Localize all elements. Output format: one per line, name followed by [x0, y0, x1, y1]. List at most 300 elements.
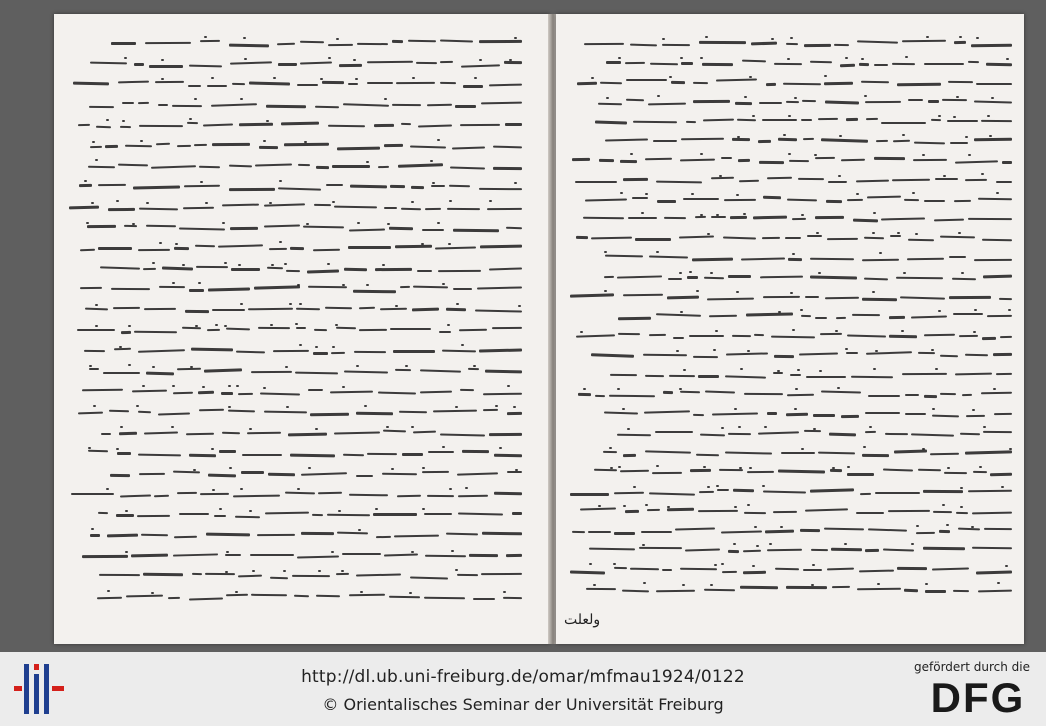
text-stroke [785, 237, 801, 239]
text-dot [249, 510, 252, 512]
text-stroke [928, 100, 939, 103]
text-stroke [206, 533, 250, 537]
text-stroke [339, 63, 362, 66]
text-dot [391, 468, 394, 470]
text-stroke [89, 105, 114, 107]
text-stroke [300, 61, 332, 64]
text-stroke [138, 101, 149, 103]
text-dot [935, 368, 938, 370]
text-stroke [939, 529, 950, 532]
text-stroke [742, 59, 766, 62]
text-dot [194, 98, 197, 100]
text-stroke [987, 315, 1012, 317]
text-stroke [656, 313, 701, 316]
text-stroke [924, 62, 964, 64]
text-stroke [778, 470, 825, 474]
text-stroke [725, 375, 766, 378]
text-stroke [337, 146, 380, 150]
text-stroke [182, 327, 201, 330]
text-dot [801, 214, 804, 216]
text-stroke [940, 393, 956, 395]
text-stroke [281, 122, 319, 126]
text-dot [662, 38, 665, 40]
text-stroke [955, 160, 998, 163]
text-stroke [328, 125, 365, 128]
text-dot [318, 570, 321, 572]
text-dot [845, 348, 848, 350]
text-dot [800, 309, 803, 311]
text-stroke [411, 185, 424, 188]
text-stroke [693, 356, 718, 358]
text-stroke [662, 568, 672, 570]
text-stroke [874, 157, 905, 160]
text-dot [106, 488, 109, 490]
text-stroke [827, 238, 858, 240]
text-stroke [390, 184, 405, 187]
text-stroke [649, 333, 666, 335]
text-stroke [996, 372, 1012, 374]
text-stroke [570, 570, 605, 574]
text-stroke [143, 573, 183, 577]
text-stroke [953, 313, 983, 315]
text-dot [204, 36, 207, 38]
text-dot [271, 264, 274, 266]
text-dot [997, 582, 1000, 584]
text-stroke [986, 62, 1012, 65]
text-stroke [733, 488, 754, 492]
text-stroke [460, 124, 500, 126]
text-stroke [79, 183, 92, 186]
text-dot [332, 201, 335, 203]
text-stroke [189, 454, 216, 458]
text-stroke [266, 104, 306, 108]
text-stroke [87, 224, 116, 227]
text-dot [749, 76, 752, 78]
text-stroke [953, 590, 969, 592]
text-dot [514, 37, 517, 39]
text-stroke [874, 63, 888, 65]
text-dot [1001, 486, 1004, 488]
text-stroke [830, 469, 842, 472]
text-stroke [359, 329, 387, 331]
text-stroke [187, 122, 198, 124]
text-dot [411, 426, 414, 428]
text-stroke [996, 180, 1012, 182]
text-stroke [307, 269, 339, 273]
text-dot [215, 324, 218, 326]
text-stroke [865, 549, 879, 552]
text-stroke [350, 184, 387, 188]
text-dot [357, 222, 360, 224]
text-stroke [390, 328, 431, 330]
text-stroke [924, 333, 955, 336]
text-stroke [881, 122, 926, 124]
text-dot [903, 272, 906, 274]
text-dot [947, 467, 950, 469]
text-stroke [427, 103, 452, 105]
text-dot [872, 291, 875, 293]
text-stroke [707, 297, 754, 300]
text-stroke [449, 184, 470, 186]
text-dot [244, 58, 247, 60]
text-stroke [446, 533, 478, 536]
text-stroke [744, 512, 766, 514]
text-dot [235, 591, 238, 593]
text-stroke [400, 286, 410, 288]
text-stroke [758, 431, 799, 434]
text-stroke [442, 349, 476, 352]
text-stroke [852, 314, 880, 316]
text-stroke [811, 549, 828, 551]
text-stroke [804, 430, 821, 432]
text-stroke [883, 469, 913, 472]
text-dot [236, 385, 239, 387]
text-stroke [241, 470, 264, 473]
text-stroke [704, 589, 735, 592]
text-dot [308, 467, 311, 469]
text-stroke [657, 200, 676, 203]
text-stroke [940, 236, 975, 239]
text-stroke [575, 181, 617, 183]
text-stroke [211, 103, 257, 107]
text-stroke [652, 472, 682, 474]
text-stroke [105, 144, 118, 147]
text-dot [151, 592, 154, 594]
text-stroke [955, 372, 992, 375]
text-stroke [813, 414, 835, 417]
text-stroke [862, 297, 897, 300]
text-stroke [805, 508, 848, 511]
text-stroke [623, 293, 663, 296]
text-stroke [732, 137, 750, 140]
text-stroke [721, 530, 762, 533]
funding-caption: gefördert durch die [914, 660, 1030, 674]
text-stroke [810, 275, 857, 279]
text-stroke [649, 492, 695, 495]
text-dot [315, 428, 318, 430]
text-stroke [229, 165, 252, 168]
text-stroke [633, 121, 677, 124]
text-dot [224, 325, 227, 327]
text-stroke [972, 512, 1012, 515]
text-stroke [862, 258, 899, 261]
text-dot [342, 386, 345, 388]
text-stroke [359, 306, 375, 308]
text-dot [509, 59, 512, 61]
text-stroke [999, 297, 1012, 299]
text-stroke [384, 207, 397, 209]
text-stroke [867, 196, 901, 199]
text-stroke [343, 454, 364, 457]
text-stroke [242, 454, 282, 456]
text-stroke [846, 118, 858, 121]
text-stroke [494, 454, 522, 458]
text-dot [680, 57, 683, 59]
text-stroke [118, 164, 148, 167]
text-stroke [487, 208, 522, 210]
text-stroke [923, 489, 963, 492]
text-stroke [630, 44, 657, 47]
text-dot [249, 428, 252, 430]
text-stroke [580, 507, 616, 510]
text-stroke [787, 199, 817, 202]
text-stroke [489, 432, 522, 435]
text-dot [958, 232, 961, 234]
text-dot [780, 526, 783, 528]
text-stroke [968, 489, 1012, 492]
text-dot [932, 408, 935, 410]
text-stroke [983, 431, 1012, 433]
text-stroke [204, 368, 242, 372]
text-stroke [199, 166, 220, 168]
text-stroke [862, 453, 889, 456]
text-stroke [644, 410, 690, 413]
text-dot [861, 58, 864, 60]
handwritten-text-right [556, 14, 1024, 644]
text-stroke [743, 570, 766, 573]
text-dot [788, 153, 791, 155]
text-dot [384, 98, 387, 100]
text-dot [198, 282, 201, 284]
text-stroke [183, 207, 214, 209]
text-dot [95, 304, 98, 306]
text-stroke [982, 239, 1012, 241]
text-stroke [958, 527, 980, 530]
text-stroke [703, 119, 734, 122]
text-dot [856, 193, 859, 195]
text-dot [835, 330, 838, 332]
text-dot [959, 36, 962, 38]
text-stroke [285, 492, 315, 495]
text-dot [240, 488, 243, 490]
text-stroke [145, 42, 191, 44]
text-stroke [847, 473, 874, 476]
text-stroke [198, 390, 214, 393]
text-stroke [1000, 335, 1012, 337]
text-dot [956, 96, 959, 98]
text-stroke [301, 532, 334, 535]
text-dot [609, 447, 612, 449]
text-stroke [162, 266, 193, 270]
text-stroke [962, 394, 972, 396]
text-dot [736, 194, 739, 196]
text-dot [965, 136, 968, 138]
text-stroke [399, 411, 427, 414]
text-dot [224, 262, 227, 264]
text-stroke [138, 249, 170, 251]
text-stroke [853, 218, 878, 222]
text-dot [733, 543, 736, 545]
text-stroke [199, 409, 224, 412]
text-stroke [457, 472, 498, 475]
text-dot [190, 366, 193, 368]
text-stroke [473, 598, 495, 600]
text-stroke [810, 257, 854, 259]
text-stroke [174, 536, 197, 539]
text-stroke [395, 369, 411, 371]
handwritten-text-left [54, 14, 550, 644]
text-stroke [572, 530, 585, 532]
text-stroke [212, 142, 250, 145]
text-stroke [356, 412, 393, 416]
text-dot [683, 369, 686, 371]
text-stroke [354, 350, 386, 352]
text-dot [200, 181, 203, 183]
text-stroke [483, 409, 498, 411]
text-stroke [191, 347, 233, 351]
text-stroke [859, 62, 869, 65]
text-stroke [965, 178, 987, 180]
text-dot [270, 324, 273, 326]
text-dot [873, 368, 876, 370]
text-stroke [71, 493, 114, 495]
text-stroke [801, 315, 811, 317]
text-stroke [972, 547, 1012, 550]
text-stroke [469, 553, 498, 556]
text-stroke [260, 392, 300, 395]
text-stroke [815, 317, 827, 319]
text-stroke [892, 178, 930, 181]
text-dot [976, 37, 979, 39]
permalink-url[interactable]: http://dl.ub.uni-freiburg.de/omar/mfmau1924/0122 [301, 667, 745, 687]
text-stroke [401, 208, 421, 211]
text-dot [643, 582, 646, 584]
text-dot [226, 551, 229, 553]
text-stroke [763, 490, 806, 493]
text-stroke [410, 145, 446, 148]
text-stroke [440, 433, 485, 436]
text-stroke [656, 180, 702, 183]
text-stroke [625, 61, 645, 63]
manuscript-page-right [556, 14, 1024, 644]
text-stroke [122, 101, 134, 103]
text-dot [146, 202, 149, 204]
text-stroke [139, 472, 165, 474]
text-dot [279, 180, 282, 182]
text-dot [756, 545, 759, 547]
text-stroke [942, 98, 967, 100]
text-dot [172, 385, 175, 387]
text-dot [125, 510, 128, 512]
text-stroke [578, 393, 591, 396]
text-stroke [628, 217, 657, 219]
text-stroke [232, 83, 245, 85]
text-stroke [348, 83, 358, 85]
text-dot [844, 543, 847, 545]
text-dot [92, 141, 95, 143]
text-stroke [138, 411, 151, 413]
text-stroke [966, 414, 985, 416]
text-stroke [618, 317, 651, 320]
text-stroke [595, 120, 627, 124]
text-dot [710, 584, 713, 586]
text-stroke [595, 395, 605, 397]
text-stroke [278, 187, 321, 190]
text-dot [1006, 58, 1009, 60]
text-stroke [109, 410, 129, 413]
text-stroke [286, 269, 300, 271]
catchword: ولعلت [564, 612, 601, 628]
text-stroke [675, 527, 715, 530]
text-stroke [413, 430, 436, 433]
text-stroke [343, 103, 389, 106]
text-dot [814, 154, 817, 156]
text-stroke [950, 141, 968, 143]
text-stroke [730, 215, 747, 218]
text-dot [405, 365, 408, 367]
text-stroke [705, 391, 735, 394]
text-stroke [357, 43, 388, 45]
text-stroke [773, 511, 797, 513]
text-dot [382, 264, 385, 266]
text-stroke [141, 534, 168, 537]
text-stroke [846, 352, 858, 354]
text-stroke [231, 268, 260, 271]
text-dot [740, 368, 743, 370]
text-stroke [689, 335, 724, 337]
text-dot [269, 202, 272, 204]
text-stroke [132, 389, 167, 392]
text-stroke [481, 101, 522, 104]
text-dot [610, 467, 613, 469]
text-stroke [118, 81, 149, 84]
text-dot [360, 591, 363, 593]
text-dot [455, 406, 458, 408]
text-dot [132, 223, 135, 225]
text-dot [411, 551, 414, 553]
text-stroke [308, 286, 347, 289]
text-stroke [90, 61, 127, 64]
text-stroke [383, 429, 406, 432]
text-dot [366, 161, 369, 163]
text-dot [228, 406, 231, 408]
text-stroke [635, 238, 671, 241]
text-stroke [686, 121, 696, 123]
text-stroke [610, 373, 637, 375]
text-dot [824, 75, 827, 77]
text-stroke [775, 567, 799, 570]
text-stroke [297, 555, 339, 558]
text-stroke [965, 354, 988, 357]
text-dot [620, 192, 623, 194]
text-stroke [463, 85, 483, 88]
text-stroke [894, 449, 927, 453]
text-stroke [101, 432, 111, 434]
text-dot [617, 388, 620, 390]
text-stroke [719, 469, 743, 471]
text-stroke [643, 354, 687, 357]
text-stroke [408, 40, 436, 42]
text-stroke [647, 509, 660, 511]
text-stroke [265, 511, 309, 514]
text-stroke [645, 450, 691, 453]
text-stroke [810, 488, 854, 492]
text-dot [912, 192, 915, 194]
text-dot [679, 388, 682, 390]
text-stroke [570, 492, 609, 495]
text-stroke [883, 549, 914, 552]
text-stroke [247, 431, 281, 433]
text-stroke [981, 392, 1012, 395]
text-stroke [907, 257, 944, 259]
text-stroke [626, 98, 644, 101]
text-stroke [976, 83, 1012, 85]
text-dot [739, 467, 742, 469]
text-stroke [924, 395, 937, 398]
text-dot [813, 428, 816, 430]
text-stroke [85, 307, 108, 310]
text-stroke [681, 137, 724, 140]
